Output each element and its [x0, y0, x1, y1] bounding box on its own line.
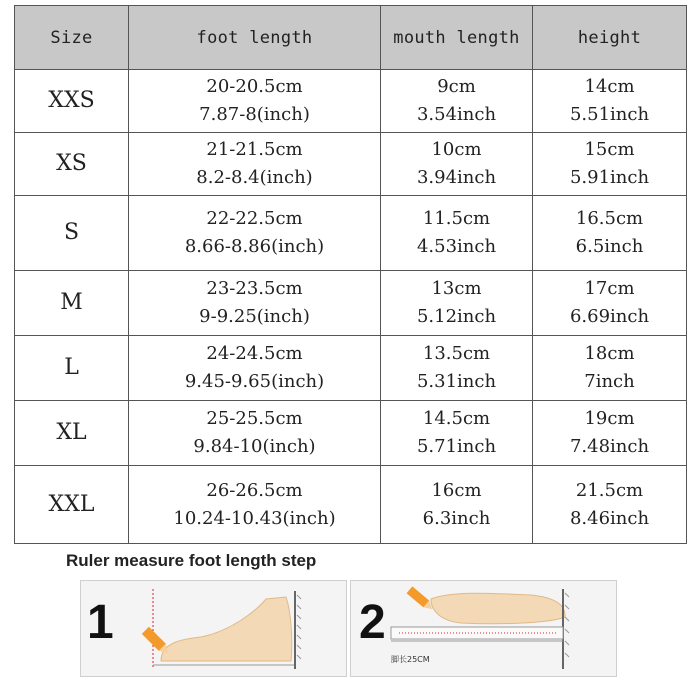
height-cell: [533, 401, 687, 466]
size-cell-line: XXS: [48, 88, 95, 113]
size-cell: [15, 196, 129, 271]
measure-guide-title: Ruler measure foot length step: [66, 551, 317, 570]
height-cell: [533, 196, 687, 271]
size-cell: [15, 401, 129, 466]
height-cell-line: 16.5cm: [575, 208, 644, 229]
foot-length-cell-line: 26-26.5cm: [206, 479, 303, 501]
mouth-length-cell-line: 9cm: [437, 76, 476, 97]
size-cell-line: S: [63, 220, 80, 245]
foot-length-cell-line: 21-21.5cm: [206, 139, 303, 160]
foot-length-cell: [129, 466, 381, 544]
height-cell-line: 15cm: [584, 139, 635, 160]
mouth-length-cell-line: 11.5cm: [422, 208, 491, 229]
height-cell-line: 6.69inch: [569, 306, 650, 327]
height-cell: [533, 271, 687, 336]
mouth-length-cell: [381, 401, 533, 466]
height-cell-line: 17cm: [584, 278, 635, 299]
foot-length-cell-line: 7.87-8(inch): [199, 104, 310, 125]
mouth-length-cell-line: 10cm: [431, 139, 482, 160]
height-cell-line: 7.48inch: [569, 436, 650, 457]
step-number: 1: [87, 596, 114, 649]
height-cell: [533, 70, 687, 133]
foot-length-cell: [129, 196, 381, 271]
mouth-length-cell: [381, 466, 533, 544]
size-cell-line: XXL: [48, 491, 95, 517]
height-cell-line: 5.51inch: [569, 104, 650, 125]
height-cell-line: 19cm: [584, 408, 635, 429]
size-cell-line: XS: [56, 151, 87, 176]
foot-length-cell-line: 9-9.25(inch): [199, 306, 310, 327]
size-cell-line: M: [60, 290, 83, 315]
header-size: Size: [15, 6, 129, 70]
mouth-length-cell-line: 6.3inch: [422, 507, 491, 529]
mouth-length-cell: [381, 196, 533, 271]
size-cell: [15, 133, 129, 196]
table-row: [15, 70, 687, 133]
height-cell: [533, 466, 687, 544]
foot-length-cell: [129, 70, 381, 133]
header-foot-length: foot length: [129, 6, 381, 70]
mouth-length-cell: [381, 70, 533, 133]
height-cell-line: 7inch: [584, 371, 635, 392]
foot-length-cell-line: 8.2-8.4(inch): [196, 167, 313, 188]
height-cell: [533, 133, 687, 196]
foot-length-cell-line: 23-23.5cm: [206, 278, 303, 299]
step-number: 2: [359, 596, 386, 649]
size-cell: [15, 466, 129, 544]
mouth-length-cell-line: 5.71inch: [416, 436, 497, 457]
table-row: [15, 336, 687, 401]
foot-ruler-illustration-step-1: [81, 581, 346, 676]
step-1-panel: [80, 580, 347, 677]
mouth-length-cell-line: 4.53inch: [416, 236, 497, 257]
header-height: height: [533, 6, 687, 70]
height-cell-line: 5.91inch: [569, 167, 650, 188]
foot-length-cell-line: 10.24-10.43(inch): [173, 507, 336, 529]
size-chart-table: [14, 5, 687, 544]
table-header-row: [15, 6, 687, 70]
foot-length-cell: [129, 133, 381, 196]
foot-length-cell-line: 8.66-8.86(inch): [184, 236, 325, 257]
height-cell-line: 6.5inch: [575, 236, 644, 257]
table-row: [15, 466, 687, 544]
foot-length-cell-line: 20-20.5cm: [206, 76, 303, 97]
size-cell: [15, 271, 129, 336]
size-cell: [15, 336, 129, 401]
table-row: [15, 133, 687, 196]
height-cell: [533, 336, 687, 401]
mouth-length-cell-line: 3.54inch: [416, 104, 497, 125]
mouth-length-cell-line: 13cm: [431, 278, 482, 299]
mouth-length-cell-line: 14.5cm: [422, 408, 491, 429]
foot-length-cell-line: 24-24.5cm: [206, 343, 303, 364]
ruler-caption: 脚长25CM: [391, 655, 430, 664]
foot-length-cell-line: 9.84-10(inch): [193, 436, 316, 457]
mouth-length-cell-line: 3.94inch: [416, 167, 497, 188]
mouth-length-cell: [381, 271, 533, 336]
foot-length-cell: [129, 401, 381, 466]
foot-length-cell-line: 9.45-9.65(inch): [184, 371, 325, 392]
height-cell-line: 8.46inch: [569, 507, 650, 529]
table-row: [15, 401, 687, 466]
mouth-length-cell-line: 5.12inch: [416, 306, 497, 327]
foot-length-cell: [129, 271, 381, 336]
mouth-length-cell: [381, 336, 533, 401]
height-cell-line: 21.5cm: [575, 479, 644, 501]
size-cell-line: XL: [56, 420, 87, 445]
height-cell-line: 14cm: [584, 76, 635, 97]
step-2-panel: [350, 580, 617, 677]
size-cell: [15, 70, 129, 133]
foot-length-cell-line: 25-25.5cm: [206, 408, 303, 429]
table-row: [15, 271, 687, 336]
height-cell-line: 18cm: [584, 343, 635, 364]
header-mouth-length: mouth length: [381, 6, 533, 70]
mouth-length-cell-line: 13.5cm: [422, 343, 491, 364]
mouth-length-cell: [381, 133, 533, 196]
mouth-length-cell-line: 5.31inch: [416, 371, 497, 392]
mouth-length-cell-line: 16cm: [431, 479, 482, 501]
size-cell-line: L: [64, 355, 79, 380]
foot-length-cell: [129, 336, 381, 401]
foot-length-cell-line: 22-22.5cm: [206, 208, 303, 229]
table-row: [15, 196, 687, 271]
